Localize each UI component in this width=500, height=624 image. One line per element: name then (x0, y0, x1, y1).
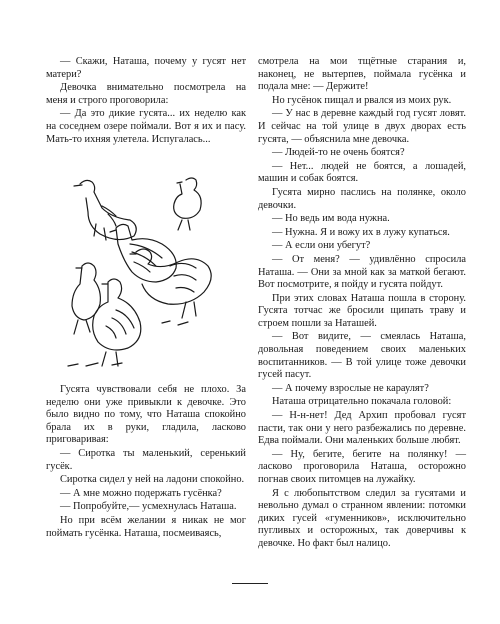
paragraph: — Нет... людей не боятся, а лошадей, машин и собак боятся. (258, 160, 466, 185)
paragraph: — А мне можно подержать гусёнка? (60, 487, 222, 499)
left-column-bottom (46, 384, 246, 540)
paragraph: смотрела на мои тщётные старания и, наконец, не вытерпев, поймала гусёнка и подала мне: — Держите! (258, 56, 466, 93)
paragraph: — От меня? — удивлённо спросила Наташа. — Они за мной как за маткой бегают. Вот посмотрите, я пойду и гусята пойдут. (258, 253, 466, 291)
paragraph: Девочка внимательно посмотрела на меня и строго проговорила: (46, 82, 246, 106)
paragraph: — А если они убегут? (272, 240, 371, 252)
paragraph: — Ну, бегите, бегите на полянку! — ласково проговорила Наташа, осторожно погнав своих питомцев на лужайку. (258, 448, 466, 485)
paragraph: — Нужна. Я и вожу их в лужу купаться. (272, 226, 450, 238)
paragraph: — Вот видите, — смеялась Наташа, довольная поведением своих маленьких воспитанников. — В той улице тоже девочки гусей пасут. (258, 331, 466, 381)
paragraph: — Скажи, Наташа, почему у гусят нет матери? (46, 56, 246, 80)
right-column (258, 56, 466, 551)
paragraph: При этих словах Наташа пошла в сторону. Гусята тотчас же бросили щипать траву и строем пошли за Наташей. (258, 292, 466, 329)
paragraph: — А почему взрослые не караулят? (272, 382, 429, 394)
end-rule (232, 583, 268, 584)
paragraph: — У нас в деревне каждый год гусят ловят. И сейчас на той улице в двух дворах есть гусята, — объяснила мне девочка. (258, 108, 466, 145)
paragraph: Я с любопытством следил за гусятами и невольно думал о странном явлении: потомки диких гусей «гуменников», исключительно пугливых и осторожных, так доверчивы к девочке. Но факт был налицо. (258, 487, 466, 549)
paragraph: — Но ведь им вода нужна. (272, 213, 390, 225)
goslings-illustration-icon (66, 170, 246, 375)
paragraph: — Попробуйте,— усмехнулась Наташа. (60, 501, 237, 513)
paragraph: Наташа отрицательно покачала головой: (272, 396, 452, 408)
paragraph: Сиротка сидел у ней на ладони спокойно. (60, 474, 245, 486)
paragraph: — Сиротка ты маленький, серенький гусёк. (46, 447, 246, 472)
paragraph: Но при всём желании я никак не мог поймать гусёнка. Наташа, посмеиваясь, (46, 514, 246, 539)
paragraph: Гусята мирно паслись на полянке, около девочки. (258, 186, 466, 211)
left-column (46, 56, 246, 539)
paragraph: — Людей-то не очень боятся? (272, 147, 405, 159)
paragraph: — Н-н-нет! Дед Архип пробовал гусят пасти, так они у него разбежались по деревне. Едва поймали. Они маленьких больше любят. (258, 410, 466, 447)
paragraph: — Да это дикие гусята... их неделю как на соседнем озере поймали. Вот я их и пасу. Мать-то ихняя улетела. Испугалась... (46, 108, 246, 145)
paragraph: Гусята чувствовали себя не плохо. За неделю они уже привыкли к девочке. Это было видно по тому, что Наташа спокойно брала их в руки, гладила, ласково приговаривая: (46, 384, 246, 446)
paragraph: Но гусёнок пищал и рвался из моих рук. (272, 94, 452, 106)
